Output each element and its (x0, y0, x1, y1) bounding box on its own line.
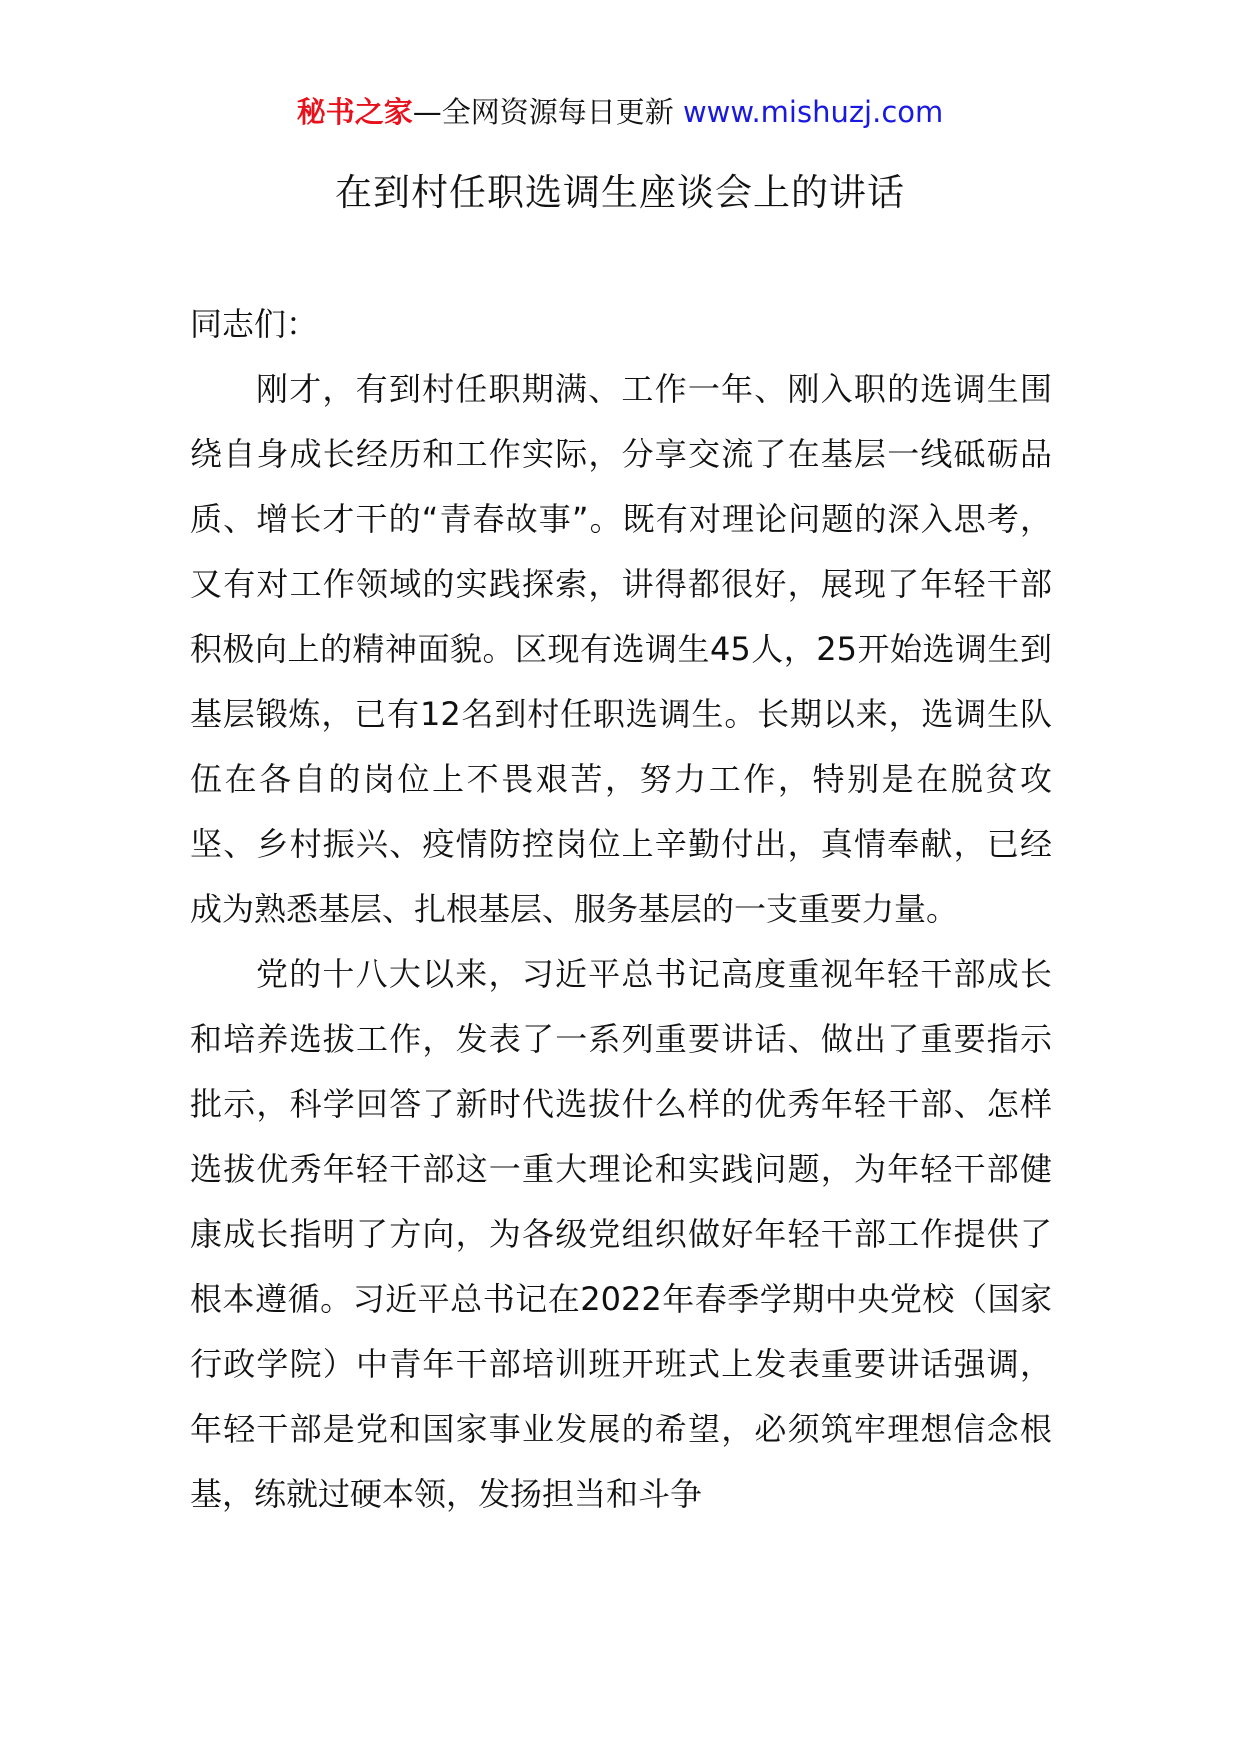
paragraph-1: 刚才，有到村任职期满、工作一年、刚入职的选调生围绕自身成长经历和工作实际，分享交流了在基层一线砥砺品质、增长才干的“青春故事”。既有对理论问题的深入思考，又有对工作领域的实践探索，讲得都很好，展现了年轻干部积极向上的精神面貌。区现有选调生45人，25开始选调生到基层锻炼，已有12名到村任职选调生。长期以来，选调生队伍在各自的岗位上不畏艰苦，努力工作，特别是在脱贫攻坚、乡村振兴、疫情防控岗位上辛勤付出，真情奉献，已经成为熟悉基层、扎根基层、服务基层的一支重要力量。 (190, 370, 1052, 928)
paragraph-2: 党的十八大以来，习近平总书记高度重视年轻干部成长和培养选拔工作，发表了一系列重要讲话、做出了重要指示批示，科学回答了新时代选拔什么样的优秀年轻干部、怎样选拔优秀年轻干部这一重大理论和实践问题，为年轻干部健康成长指明了方向，为各级党组织做好年轻干部工作提供了根本遵循。习近平总书记在2022年春季学期中央党校（国家行政学院）中青年干部培训班开班式上发表重要讲话强调，年轻干部是党和国家事业发展的希望，必须筑牢理想信念根基，练就过硬本领，发扬担当和斗争 (190, 955, 1052, 1513)
site-url-link[interactable]: www.mishuzj.com (682, 95, 944, 129)
site-header (0, 92, 1240, 132)
brand-name: 秘书之家 (296, 95, 413, 129)
header-tagline: —全网资源每日更新 (412, 95, 674, 129)
document-title: 在到村任职选调生座谈会上的讲话 (335, 171, 905, 214)
document-body (190, 292, 1052, 1527)
salutation: 同志们： (190, 305, 319, 343)
